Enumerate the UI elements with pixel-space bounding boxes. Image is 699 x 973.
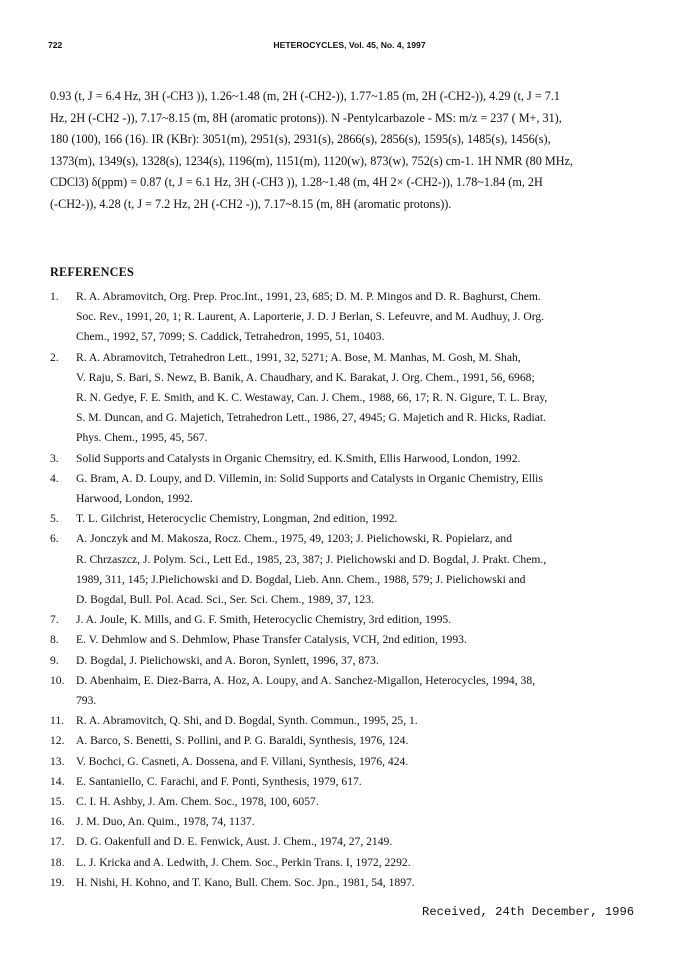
reference-line: R. A. Abramovitch, Org. Prep. Proc.Int., 1991, 23, 685; D. M. P. Mingos and D. R. Baghurst, Chem. (76, 290, 541, 303)
reference-line: C. I. H. Ashby, J. Am. Chem. Soc., 1978, 100, 6057. (76, 795, 319, 809)
reference-number: 10. (50, 673, 65, 687)
reference-item (50, 348, 670, 449)
reference-item (50, 711, 670, 731)
reference-line: 1989, 311, 145; J.Pielichowski and D. Bogdal, Lieb. Ann. Chem., 1988, 579; J. Pielichowski and (76, 572, 526, 586)
reference-number: 11. (50, 714, 65, 728)
reference-line: R. Chrzaszcz, J. Polym. Sci., Lett Ed., 1985, 23, 387; J. Pielichowski and D. Bogdal, J. Prakt. Chem., (76, 552, 547, 566)
reference-line: V. Bochci, G. Casneti, A. Dossena, and F. Villani, Synthesis, 1976, 424. (76, 754, 409, 768)
reference-line: A. Jonczyk and M. Makosza, Rocz. Chem., 1975, 49, 1203; J. Pielichowski, R. Popielarz, and (76, 532, 512, 546)
references-list (50, 287, 670, 893)
reference-line: T. L. Gilchrist, Heterocyclic Chemistry, Longman, 2nd edition, 1992. (76, 512, 398, 526)
reference-item (50, 671, 670, 711)
reference-item (50, 853, 670, 873)
body-line: 0.93 (t, J = 6.4 Hz, 3H (-CH3 )), 1.26~1.48 (m, 2H (-CH2-)), 1.77~1.85 (m, 2H (-CH2-)), 4.29 (t, J = 7.1 (50, 89, 560, 103)
reference-line: E. V. Dehmlow and S. Dehmlow, Phase Transfer Catalysis, VCH, 2nd edition, 1993. (76, 633, 467, 647)
reference-line: Phys. Chem., 1995, 45, 567. (76, 431, 208, 445)
reference-number: 8. (50, 633, 59, 647)
reference-number: 9. (50, 653, 59, 667)
reference-number: 18. (50, 855, 65, 869)
reference-number: 12. (50, 734, 65, 748)
journal-citation: HETEROCYCLES, Vol. 45, No. 4, 1997 (273, 40, 426, 50)
reference-line: D. G. Oakenfull and D. E. Fenwick, Aust. J. Chem., 1974, 27, 2149. (76, 835, 393, 849)
reference-line: E. Santaniello, C. Farachi, and F. Ponti, Synthesis, 1979, 617. (76, 774, 362, 788)
reference-number: 1. (50, 290, 59, 303)
reference-number: 2. (50, 350, 59, 364)
reference-line: Harwood, London, 1992. (76, 492, 193, 506)
reference-item (50, 873, 670, 893)
reference-number: 3. (50, 451, 59, 465)
reference-item (50, 772, 670, 792)
reference-item (50, 752, 670, 772)
reference-item (50, 792, 670, 812)
reference-number: 16. (50, 815, 65, 829)
reference-number: 13. (50, 754, 65, 768)
reference-item (50, 610, 670, 630)
reference-line: Solid Supports and Catalysts in Organic Chemsitry, ed. K.Smith, Ellis Harwood, London, 1992. (76, 451, 521, 465)
reference-item (50, 812, 670, 832)
body-line: 1373(m), 1349(s), 1328(s), 1234(s), 1196(m), 1151(m), 1120(w), 873(w), 752(s) cm-1. 1H NMR (80 MHz, (50, 153, 573, 168)
reference-item (50, 469, 670, 509)
references-heading: REFERENCES (50, 265, 134, 279)
page-number: 722 (48, 40, 63, 50)
reference-number: 7. (50, 613, 59, 627)
reference-line: V. Raju, S. Bari, S. Newz, B. Banik, A. Chaudhary, and K. Barakat, J. Org. Chem., 1991, 56, 6968; (76, 370, 535, 384)
reference-item (50, 287, 670, 348)
reference-item (50, 449, 670, 469)
reference-line: Chem., 1992, 57, 7099; S. Caddick, Tetrahedron, 1995, 51, 10403. (76, 330, 385, 344)
running-header (0, 40, 699, 54)
experimental-text (50, 86, 660, 215)
reference-number: 4. (50, 471, 59, 485)
reference-line: D. Abenhaim, E. Diez-Barra, A. Hoz, A. Loupy, and A. Sanchez-Migallon, Heterocycles, 1994, 38, (76, 673, 536, 687)
reference-line: Soc. Rev., 1991, 20, 1; R. Laurent, A. Laporterie, J. D. J Berlan, S. Lefeuvre, and M. Audhuy, J. Org. (76, 310, 545, 324)
reference-line: G. Bram, A. D. Loupy, and D. Villemin, in: Solid Supports and Catalysts in Organic Chemistry, Ellis (76, 471, 543, 485)
reference-line: R. A. Abramovitch, Tetrahedron Lett., 1991, 32, 5271; A. Bose, M. Manhas, M. Gosh, M. Shah, (76, 350, 521, 364)
reference-line: D. Bogdal, Bull. Pol. Acad. Sci., Ser. Sci. Chem., 1989, 37, 123. (76, 593, 374, 607)
reference-line: R. A. Abramovitch, Q. Shi, and D. Bogdal, Synth. Commun., 1995, 25, 1. (76, 714, 418, 728)
reference-line: L. J. Kricka and A. Ledwith, J. Chem. Soc., Perkin Trans. I, 1972, 2292. (76, 855, 411, 869)
reference-line: R. N. Gedye, F. E. Smith, and K. C. Westaway, Can. J. Chem., 1988, 66, 17; R. N. Gigure, T. L. Bray, (76, 391, 548, 405)
reference-number: 5. (50, 512, 59, 526)
reference-item (50, 731, 670, 751)
reference-line: A. Barco, S. Benetti, S. Pollini, and P. G. Baraldi, Synthesis, 1976, 124. (76, 734, 409, 748)
reference-item (50, 509, 670, 529)
reference-number: 14. (50, 774, 65, 788)
reference-item (50, 832, 670, 852)
body-line: Hz, 2H (-CH2 -)), 7.17~8.15 (m, 8H (aromatic protons)). N -Pentylcarbazole - MS: m/z = 237 ( M+, 31), (50, 110, 562, 125)
reference-line: S. M. Duncan, and G. Majetich, Tetrahedron Lett., 1986, 27, 4945; G. Majetich and R. Hicks, Radiat. (76, 411, 547, 425)
reference-line: H. Nishi, H. Kohno, and T. Kano, Bull. Chem. Soc. Jpn., 1981, 54, 1897. (76, 875, 415, 889)
reference-number: 17. (50, 835, 65, 849)
reference-line: J. A. Joule, K. Mills, and G. F. Smith, Heterocyclic Chemistry, 3rd edition, 1995. (76, 613, 452, 627)
body-line: 180 (100), 166 (16). IR (KBr): 3051(m), 2951(s), 2931(s), 2866(s), 2856(s), 1595(s), 1485(s), 1456(s), (50, 132, 551, 146)
reference-line: D. Bogdal, J. Pielichowski, and A. Boron, Synlett, 1996, 37, 873. (76, 653, 379, 667)
received-date: Received, 24th December, 1996 (422, 905, 635, 919)
reference-item (50, 651, 670, 671)
reference-number: 19. (50, 875, 65, 889)
reference-item (50, 529, 670, 610)
reference-number: 6. (50, 532, 59, 546)
reference-number: 15. (50, 795, 65, 809)
reference-line: J. M. Duo, An. Quim., 1978, 74, 1137. (76, 815, 255, 829)
body-line: CDCl3) δ(ppm) = 0.87 (t, J = 6.1 Hz, 3H (-CH3 )), 1.28~1.48 (m, 4H 2× (-CH2-)), 1.78~1.84 (m, 2H (50, 175, 543, 189)
reference-item (50, 630, 670, 650)
reference-line: 793. (76, 694, 97, 708)
body-line: (-CH2-)), 4.28 (t, J = 7.2 Hz, 2H (-CH2 -)), 7.17~8.15 (m, 8H (aromatic protons)). (50, 196, 452, 211)
